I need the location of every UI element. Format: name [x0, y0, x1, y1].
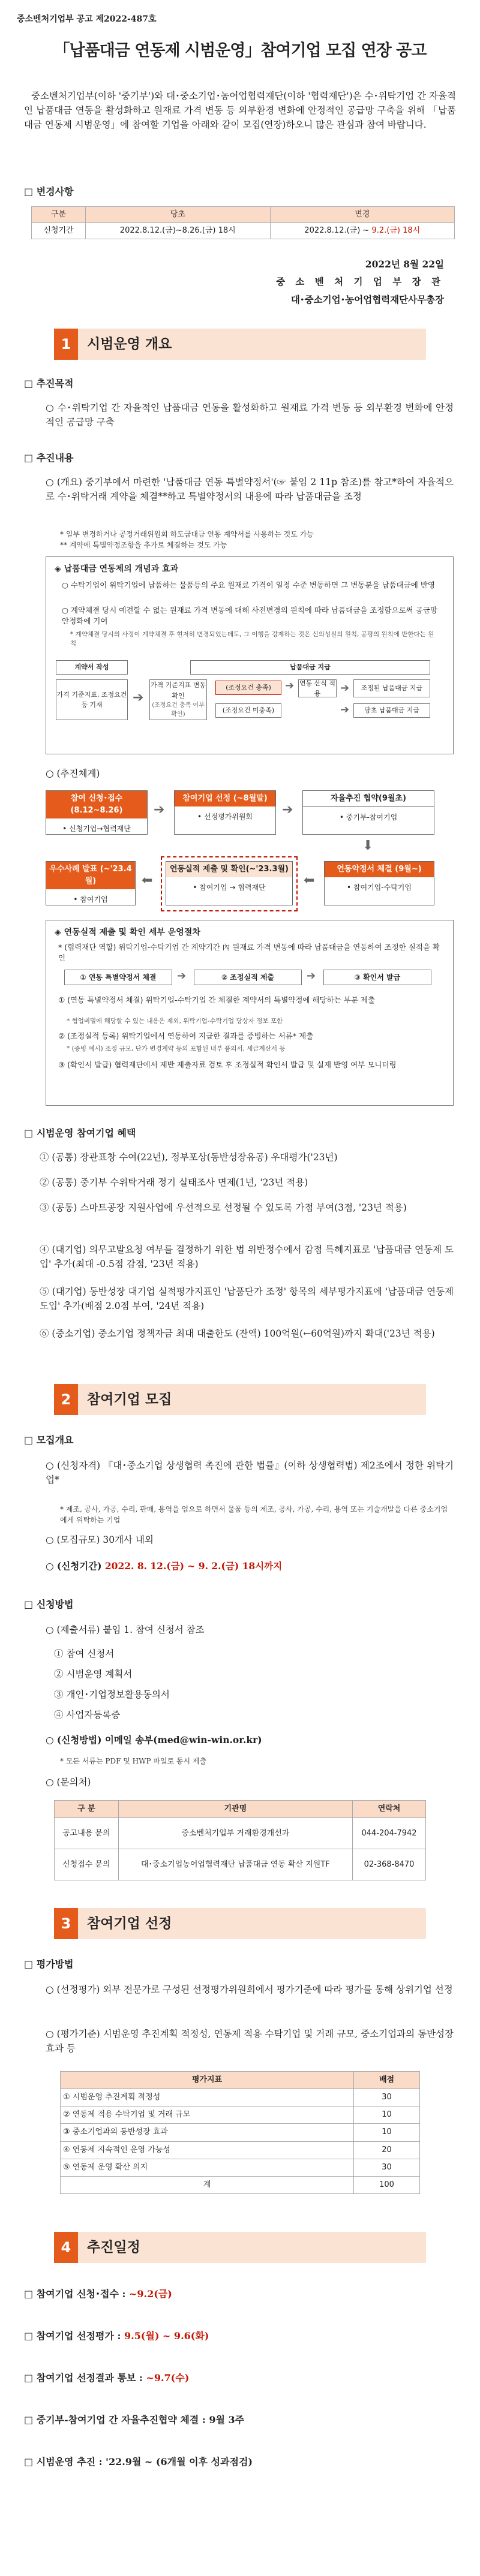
- schedule-value: 9.5(월) ~ 9.6(화): [124, 2330, 209, 2342]
- apply-doc-3: ③ 개인･기업정보활용동의서: [54, 1689, 170, 1700]
- table-row: [55, 1818, 426, 1849]
- schedule-item-5: [24, 2455, 253, 2470]
- diag-adjust: 납품대금 지급: [190, 660, 430, 675]
- flow-step-5-body: • 참여기업 → 협력재단: [193, 883, 266, 892]
- concept-box: [46, 556, 454, 754]
- benefit-2: ② (공통) 중기부 수위탁거래 정기 실태조사 면제(1년, '23년 적용): [40, 1177, 308, 1188]
- schedule-label: □ 참여기업 선정평가 :: [24, 2330, 124, 2342]
- flow-arrow-3: ⬇: [362, 838, 374, 853]
- criteria-name: ④ 연동제 지속적인 운영 가능성: [61, 2141, 354, 2159]
- flow-step-1: [46, 790, 148, 835]
- schedule-label: □ 참여기업 선정결과 통보 :: [24, 2372, 146, 2384]
- criteria-score: 20: [354, 2141, 420, 2159]
- contact-type: 신청접수 문의: [55, 1849, 119, 1880]
- content-overview: ○ (개요) 중기부에서 마련한 '납품대금 연동 특별약정서'(☞ 붙임 2 11p 참조)를 참고*하여 자율적으로 수･위탁거래 계약을 체결**하고 특별약정서의 내용에 따라 납품대금을 조정: [46, 477, 454, 502]
- concept-box-item-1: ○ 수탁기업이 위탁기업에 납품하는 물품등의 주요 원재료 가격이 일정 수준 변동하면 그 변동분을 납품대금에 반영: [62, 580, 435, 589]
- org-ministry: 중 소 벤 처 기 업 부 장 관: [276, 276, 444, 288]
- flow-step-4-head: 연동약정서 체결 (9월~): [325, 862, 434, 877]
- flow-step-3-head: 자율추진 협약(9월초): [303, 791, 434, 807]
- diag-arrow-1: ➔: [133, 690, 144, 705]
- change-after-end: 9.2.(금) 18시: [371, 226, 421, 236]
- flow-step-2: [174, 790, 276, 835]
- criteria-name: ③ 중소기업과의 동반성장 효과: [61, 2124, 354, 2141]
- change-col-before: 당초: [86, 207, 271, 223]
- section-3-number: 3: [54, 1908, 78, 1939]
- change-col-type: 구분: [32, 207, 86, 223]
- criteria-name: ② 연동제 적용 수탁기업 및 거래 규모: [61, 2106, 354, 2124]
- role-step-1: ① 연동 특별약정서 체결: [64, 970, 172, 985]
- recruit-eligibility-note: * 제조, 공사, 가공, 수리, 판매, 용역을 업으로 하면서 물품 등의 제조, 공사, 가공, 수리, 용역 또는 기술개발을 다른 중소기업에게 위탁하는 기업: [60, 1505, 448, 1524]
- flow-step-2-body: • 선정평가위원회: [197, 812, 253, 821]
- flow-step-4-body: • 참여기업-수탁기업: [347, 883, 412, 892]
- section-1-number: 1: [54, 329, 78, 360]
- section-2-title: 참여기업 모집: [87, 1392, 172, 1407]
- apply-doc-2: ② 시범운영 계획서: [54, 1669, 133, 1680]
- flow-step-5: [166, 861, 293, 905]
- contact-col-tel: 연락처: [353, 1801, 426, 1818]
- table-row: [61, 2159, 420, 2176]
- content-heading: □ 추진내용: [24, 452, 74, 464]
- content-note-1: * 일부 변경하거나 공정거래위원회 하도급대금 연동 계약서를 사용하는 것도 가능: [60, 530, 314, 538]
- flow-step-4: [324, 861, 434, 905]
- flow-step-6-body: • 참여기업: [73, 895, 108, 904]
- contact-table: [54, 1800, 426, 1880]
- change-heading: □ 변경사항: [24, 186, 74, 197]
- contact-tel: 044-204-7942: [353, 1818, 426, 1849]
- diag-c3b: (조정요건 미충족): [215, 703, 281, 718]
- flow-step-1-head: 참여 신청･접수 (8.12~8.26): [46, 791, 147, 818]
- criteria-score: 30: [354, 2089, 420, 2106]
- flow-step-6-head: 우수사례 발표 (~'23.4월): [46, 862, 135, 889]
- apply-doc-4: ④ 사업자등록증: [54, 1710, 121, 1720]
- concept-box-title: ◈ 납품대금 연동제의 개념과 효과: [55, 564, 179, 574]
- schedule-value: ~9.2(금): [128, 2288, 172, 2300]
- apply-doc-1: ① 참여 신청서: [54, 1648, 115, 1659]
- apply-heading: □ 신청방법: [24, 1599, 74, 1610]
- criteria-total: 100: [354, 2176, 420, 2193]
- role-box-desc: * (협력재단 역할) 위탁기업-수탁기업 간 계약기간 內 원재료 가격 변동에 따라 납품대금을 연동하여 조정한 실적을 확인: [58, 943, 440, 963]
- recruit-period: [46, 1559, 454, 1573]
- benefit-5: ⑤ (대기업) 동반성장 대기업 실적평가지표인 '납품단가 조정' 항목의 세부평가지표에 '납품대금 연동제 도입' 추가(배점 2.0점 부여, '24년 적용): [40, 1286, 454, 1312]
- flow-step-6: [46, 861, 136, 905]
- table-row: [61, 2176, 420, 2193]
- section-1-title: 시범운영 개요: [87, 336, 172, 352]
- flow-arrow-4: ⬅: [304, 873, 315, 888]
- diag-arrow-4: ➔: [340, 703, 350, 716]
- purpose-heading: □ 추진목적: [24, 378, 74, 389]
- flow-step-3: [302, 790, 434, 835]
- contact-tel: 02-368-8470: [353, 1849, 426, 1880]
- purpose-text: ○ 수･위탁기업 간 자율적인 납품대금 연동을 활성화하고 원재료 가격 변동 등 외부환경 변화에 안정적인 공급망 구축: [46, 402, 454, 428]
- role-a-note: * 협업비밀에 해당할 수 있는 내용은 제외, 위탁기업-수탁기업 당상자 정보 포함: [67, 1018, 283, 1025]
- date: 2022년 8월 22일: [365, 258, 444, 270]
- flow-step-2-head: 참여기업 선정 (~8월말): [175, 791, 275, 806]
- criteria-score: 30: [354, 2159, 420, 2176]
- schedule-value: ~9.7(수): [146, 2372, 190, 2384]
- table-row: [61, 2089, 420, 2106]
- contact-org: 중소벤처기업부 거래환경개선과: [118, 1818, 352, 1849]
- role-b-note: * (증빙 예시) 조정 규모, 단가 변경계약 등의 포함된 내부 품의서, 세금계산서 등: [67, 1045, 286, 1052]
- change-after-start: 2022.8.12.(금) ~: [304, 226, 372, 236]
- contact-col-type: 구 분: [55, 1801, 119, 1818]
- criteria-score: 10: [354, 2106, 420, 2124]
- criteria-name: ⑤ 연동제 운영 확산 의지: [61, 2159, 354, 2176]
- eval-heading: □ 평가방법: [24, 1958, 74, 1970]
- diag-c3: (조정요건 충족): [215, 681, 281, 695]
- concept-box-note: * 계약체결 당시의 사정이 계약체결 후 현저히 변경되었는데도, 그 이행을 강제하는 것은 신의성실의 원칙, 공평의 원칙에 반한다는 원칙: [70, 631, 434, 648]
- benefit-4: ④ (대기업) 의무고발요청 여부를 결정하기 위한 법 위반정수에서 감점 특혜지표로 '납품대금 연동제 도입' 추가(최대 -0.5점 감점, '23년 적용): [40, 1244, 454, 1270]
- table-row: [55, 1849, 426, 1880]
- section-2-number: 2: [54, 1384, 78, 1415]
- schedule-item-2: [24, 2329, 209, 2344]
- schedule-item-4: [24, 2413, 244, 2428]
- page-title: 「납품대금 연동제 시범운영」참여기업 모집 연장 공고: [53, 41, 427, 60]
- criteria-score: 10: [354, 2124, 420, 2141]
- flow-arrow-1: ➔: [154, 802, 165, 817]
- change-table: [31, 206, 455, 239]
- apply-method-note: * 모든 서류는 PDF 및 HWP 파일로 동시 제출: [60, 1757, 207, 1765]
- schedule-label: □ 중기부-참여기업 간 자율추진협약 체결 : 9월 3주: [24, 2414, 245, 2425]
- recruit-heading: □ 모집개요: [24, 1434, 74, 1446]
- eval-criteria: ○ (평가기준) 시범운영 추진계획 적정성, 연동제 적용 수탁기업 및 거래 규모, 중소기업과의 동반성장 효과 등: [46, 2029, 454, 2054]
- table-row: [61, 2106, 420, 2124]
- role-step-2: ② 조정실적 제출: [194, 970, 302, 985]
- intro-text: 중소벤처기업부(이하 '중기부')와 대･중소기업･농어업협력재단(이하 '협력재단')은 수･위탁기업 간 자율적인 납품대금 연동을 활성화하고 원재료 가격 변동 등 외부환경 변화에 안정적인 공급망 구축을 위해 「납품대금 연동제 시범운영」에 참여할 기업을 아래와 같이 모집(연장)하오니 많은 관심과 참여 바랍니다.: [24, 91, 456, 131]
- benefit-3: ③ (공통) 스마트공장 지원사업에 우선적으로 선정될 수 있도록 가점 부여(3점, '23년 적용): [40, 1202, 407, 1213]
- system-heading: ○ (추진체계): [46, 768, 100, 779]
- role-box: [46, 920, 454, 1106]
- role-step-3: ③ 확인서 발급: [323, 970, 431, 985]
- change-before: 2022.8.12.(금)~8.26.(금) 18시: [86, 223, 271, 239]
- benefit-heading: □ 시범운영 참여기업 혜택: [24, 1127, 136, 1139]
- contact-org: 대･중소기업농어업협력재단 납품대금 연동 확산 지원TF: [118, 1849, 352, 1880]
- schedule-label: □ 참여기업 신청･접수 :: [24, 2288, 129, 2300]
- eval-method: ○ (선정평가) 외부 전문가로 구성된 선정평가위원회에서 평가기준에 따라 평가를 통해 상위기업 선정: [46, 1984, 453, 1995]
- apply-method: ○ (신청방법) 이메일 송부(med@win-win.or.kr): [46, 1734, 262, 1746]
- diag-c6: 당초 납품대금 지급: [353, 703, 430, 718]
- section-4-title: 추진일정: [87, 2240, 140, 2255]
- schedule-label: □ 시범운영 추진 : '22.9월 ~ (6개월 이후 성과점검): [24, 2456, 253, 2467]
- change-row-label: 신청기간: [32, 223, 86, 239]
- diag-contract: 계약서 작성: [56, 660, 128, 675]
- flow-arrow-5: ⬅: [142, 873, 153, 888]
- apply-documents: ○ (제출서류) 붙임 1. 참여 신청서 참조: [46, 1624, 205, 1635]
- recruit-period-value: 2022. 8. 12.(금) ~ 9. 2.(금) 18시까지: [104, 1560, 283, 1572]
- org-foundation: 대･중소기업･농어업협력재단사무총장: [290, 293, 444, 305]
- content-note-2: ** 계약에 특별약정조항을 추가로 체결하는 것도 가능: [60, 541, 227, 549]
- role-arrow-2: ➔: [307, 970, 316, 982]
- flow-step-3-body: • 중기부-참여기업: [339, 813, 398, 822]
- change-after: [270, 223, 455, 239]
- dateline: [276, 255, 444, 308]
- section-4-number: 4: [54, 2232, 78, 2263]
- role-c: ③ (확인서 발급) 협력재단에서 제반 제출자료 검토 후 조정실적 확인서 발급 및 실제 반영 여부 모니터링: [58, 1060, 397, 1069]
- role-box-title: ◈ 연동실적 제출 및 확인 세부 운영절차: [55, 928, 200, 937]
- criteria-col-name: 평가지표: [61, 2072, 354, 2089]
- criteria-col-score: 배점: [354, 2072, 420, 2089]
- recruit-scale: ○ (모집규모) 30개사 내외: [46, 1534, 154, 1545]
- diag-c4: 연동 산식 적용: [299, 679, 336, 697]
- section-3-title: 참여기업 선정: [87, 1916, 172, 1931]
- flow-step-5-head: 연동실적 제출 및 확인(~'23.3월): [166, 862, 292, 877]
- diag-c1: 가격 기준지표, 조정요건 등 기재: [56, 679, 128, 720]
- diag-c2: [149, 679, 207, 720]
- table-row: [61, 2141, 420, 2159]
- diag-arrow-3: ➔: [340, 682, 350, 694]
- contact-heading: ○ (문의처): [46, 1777, 91, 1787]
- diag-c5: 조정된 납품대금 지급: [353, 679, 430, 697]
- criteria-total-label: 계: [61, 2176, 354, 2193]
- change-col-after: 변경: [270, 207, 455, 223]
- schedule-item-1: [24, 2287, 172, 2302]
- contact-col-org: 기관명: [118, 1801, 352, 1818]
- diag-arrow-2: ➔: [285, 679, 295, 692]
- diag-c2-label: 가격 기준지표 변동 확인: [150, 681, 206, 700]
- role-b: ② (조정실적 등록) 위탁기업에서 연동하여 지급한 결과를 증빙하는 서류* 제출: [58, 1031, 314, 1040]
- contact-type: 공고내용 문의: [55, 1818, 119, 1849]
- benefit-1: ① (공통) 장관표창 수여(22년), 정부포상(동반성장유공) 우대평가('23년): [40, 1152, 338, 1163]
- recruit-eligibility: ○ (신청자격) 『대･중소기업 상생협력 촉진에 관한 법률』(이하 상생협력법) 제2조에서 정한 위탁기업*: [46, 1460, 454, 1486]
- criteria-name: ① 시범운영 추진계획 적정성: [61, 2089, 354, 2106]
- recruit-period-label: ○ (신청기간): [46, 1560, 105, 1572]
- flow-step-1-body: • 신청기업→협력재단: [62, 824, 131, 833]
- benefit-6: ⑥ (중소기업) 중소기업 정책자금 최대 대출한도 (잔액) 100억원(←60억원)까지 확대('23년 적용): [40, 1328, 435, 1339]
- criteria-table: [60, 2071, 420, 2194]
- flow-arrow-2: ➔: [282, 802, 293, 817]
- role-arrow-1: ➔: [177, 970, 187, 982]
- table-row: [61, 2124, 420, 2141]
- notice-number: 중소벤처기업부 공고 제2022-487호: [17, 14, 157, 24]
- schedule-item-3: [24, 2371, 189, 2386]
- concept-box-item-2: ○ 계약체결 당시 예견할 수 없는 원재료 가격 변동에 대해 사전변경의 원칙에 따라 납품대금을 조정함으로써 공급망 안정화에 기여: [62, 606, 437, 626]
- diag-c2-sub: (조정요건 충족 여부 확인): [152, 702, 205, 718]
- role-a: ① (연동 특별약정서 체결) 위탁기업-수탁기업 간 체결한 계약서의 특별약정에 해당하는 부분 제출: [58, 995, 376, 1004]
